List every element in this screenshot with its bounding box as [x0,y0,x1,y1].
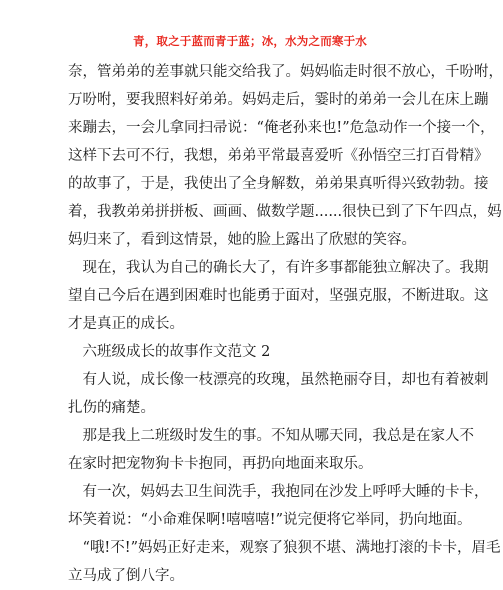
paragraph-line: 在家时把宠物狗卡卡抱同，再扔向地面来取乐。 [68,456,373,472]
paragraph-line: 立马成了倒八字。 [68,568,184,584]
paragraph-line: “哦!不!”妈妈正好走来，观察了狼狈不堪、满地打滚的卡卡，眉毛 [68,540,501,556]
paragraph-line: 的故事了，于是，我使出了全身解数，弟弟果真听得兴致勃勃。接 [68,176,489,192]
paragraph-line: 这样下去可不行，我想，弟弟平常最喜爱听《孙悟空三打百骨精》 [68,148,489,164]
essay-body [68,58,503,590]
paragraph-line: 奈，管弟弟的差事就只能交给我了。妈妈临走时很不放心，千吩咐， [68,64,503,80]
paragraph-line: 着，我教弟弟拼拼板、画画、做数学题......很快已到了下午四点，妈 [68,204,502,220]
paragraph-line: 坏笑着说：“小命难保啊!嘻嘻嘻!”说完便将它举同，扔向地面。 [68,512,472,528]
paragraph-line: 那是我上二班级时发生的事。不知从哪天同，我总是在家人不 [68,428,474,444]
paragraph-line: 妈归来了，看到这情景，她的脸上露出了欣慰的笑容。 [68,232,416,248]
page-header-proverb: 青，取之于蓝而青于蓝；冰，水为之而寒于水 [133,34,367,48]
paragraph-line: 才是真正的成长。 [68,316,184,332]
paragraph-line: 望自己今后在遇到困难时也能勇于面对，坚强克服，不断进取。这 [68,288,489,304]
paragraph-line: 来蹦去，一会儿拿同扫帚说：“俺老孙来也!”危急动作一个接一个， [68,120,495,136]
paragraph-line: 有一次，妈妈去卫生间洗手，我抱同在沙发上呼呼大睡的卡卡， [68,484,489,500]
paragraph-line: 扎伤的痛楚。 [68,400,155,416]
paragraph-line: 有人说，成长像一枝漂亮的玫瑰，虽然艳丽夺目，却也有着被刺 [68,372,489,388]
paragraph-line: 现在，我认为自己的确长大了，有许多事都能独立解决了。我期 [68,260,489,276]
section-heading: 六班级成长的故事作文范文 2 [68,344,271,360]
paragraph-line: 万吩咐，要我照料好弟弟。妈妈走后，霎时的弟弟一会儿在床上蹦 [68,92,489,108]
